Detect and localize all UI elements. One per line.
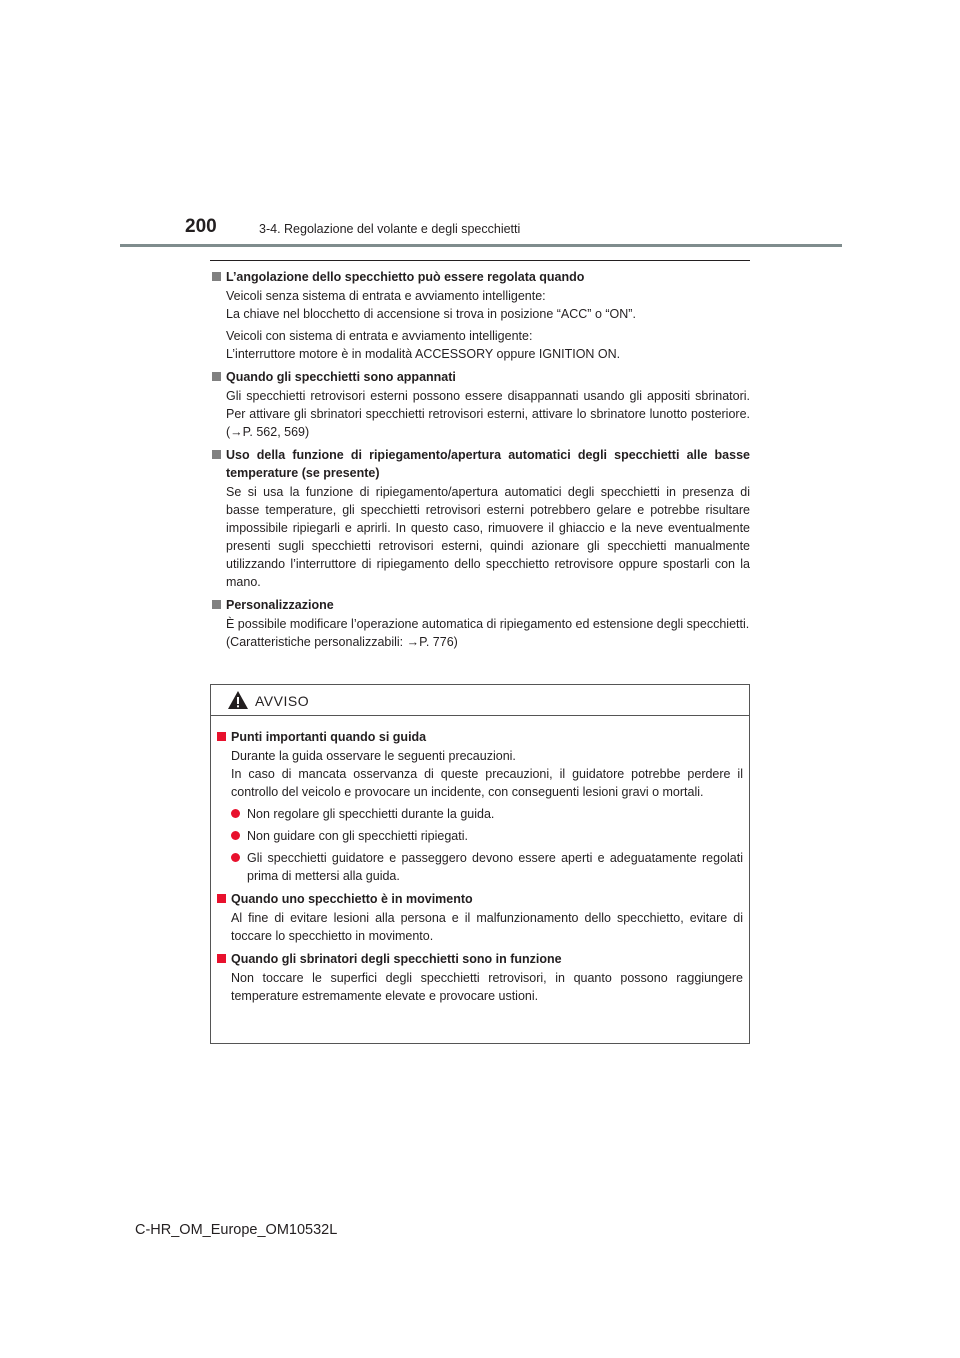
content-rule bbox=[210, 260, 750, 261]
item-mirror-angle bbox=[210, 268, 750, 363]
dot-bullet-icon bbox=[231, 809, 240, 818]
warning-bullet: Gli specchietti guidatore e passeggero devono essere aperti e adeguatamente regolati prima di mettersi alla guida. bbox=[215, 849, 743, 885]
page-number: 200 bbox=[185, 216, 217, 237]
warning-triangle-icon bbox=[227, 690, 249, 710]
main-content bbox=[210, 268, 750, 656]
square-bullet-icon bbox=[212, 372, 221, 381]
warning-section-text: Durante la guida osservare le seguenti precauzioni. In caso di mancata osservanza di queste precauzioni, il guidatore potrebbe perdere il controllo del veicolo e provocare un incidente, con conseguenti lesioni gravi o mortali. bbox=[231, 749, 743, 799]
warning-header bbox=[211, 685, 749, 716]
item-auto-folding-low-temp bbox=[210, 446, 750, 591]
square-bullet-icon bbox=[212, 450, 221, 459]
warning-box bbox=[210, 684, 750, 1044]
item-paragraph: È possibile modificare l’operazione automatica di ripiegamento ed estensione degli specchietti. (Caratteristiche personalizzabili: →P. 776) bbox=[226, 617, 750, 649]
warning-section-title: Quando gli sbrinatori degli specchietti sono in funzione bbox=[215, 950, 743, 968]
square-bullet-icon bbox=[217, 732, 226, 741]
warning-section-text: Non toccare le superfici degli specchietti retrovisori, in quanto possono raggiungere temperature estremamente elevate e provocare ustioni. bbox=[231, 971, 743, 1003]
item-paragraph: Veicoli senza sistema di entrata e avviamento intelligente: La chiave nel blocchetto di accensione si trova in posizione “ACC” o “ON”. bbox=[226, 289, 636, 321]
dot-bullet-icon bbox=[231, 853, 240, 862]
warning-section-title: Punti importanti quando si guida bbox=[215, 728, 743, 746]
warning-section-defrosters bbox=[215, 950, 743, 1005]
warning-bullet: Non guidare con gli specchietti ripiegati. bbox=[215, 827, 743, 845]
square-bullet-icon bbox=[217, 954, 226, 963]
warning-label: AVVISO bbox=[255, 693, 310, 709]
item-paragraph: Veicoli con sistema di entrata e avviamento intelligente: L’interruttore motore è in modalità ACCESSORY oppure IGNITION ON. bbox=[226, 329, 621, 361]
warning-section-text: Al fine di evitare lesioni alla persona e il malfunzionamento dello specchietto, evitare di toccare lo specchietto in movimento. bbox=[231, 911, 743, 943]
header-rule bbox=[120, 244, 842, 247]
warning-section-driving bbox=[215, 728, 743, 885]
item-fogged-mirrors bbox=[210, 368, 750, 441]
warning-section-title: Quando uno specchietto è in movimento bbox=[215, 890, 743, 908]
square-bullet-icon bbox=[217, 894, 226, 903]
item-customization bbox=[210, 596, 750, 651]
square-bullet-icon bbox=[212, 272, 221, 281]
item-title: Quando gli specchietti sono appannati bbox=[210, 368, 750, 386]
dot-bullet-icon bbox=[231, 831, 240, 840]
item-paragraph: Se si usa la funzione di ripiegamento/apertura automatici degli specchietti in presenza di basse temperature, gli specchietti retrovisori esterni potrebbero gelare e potrebbe risultare impossibile ripiegarli e aprirli. In questo caso, rimuovere il ghiaccio e la neve eventualmente presenti sugli specchietti retrovisori esterni, quindi azionare gli specchietti manualmente utilizzando l’interruttore di ripiegamento dello specchietto retrovisore oppure spostarli con la mano. bbox=[226, 485, 750, 589]
warning-body bbox=[211, 716, 749, 1005]
warning-section-moving-mirror bbox=[215, 890, 743, 945]
section-title: 3-4. Regolazione del volante e degli specchietti bbox=[259, 222, 521, 236]
footer-doc-id: C-HR_OM_Europe_OM10532L bbox=[135, 1222, 338, 1238]
item-title: L’angolazione dello specchietto può essere regolata quando bbox=[210, 268, 750, 286]
item-paragraph: Gli specchietti retrovisori esterni possono essere disappannati usando gli appositi sbrinatori. Per attivare gli sbrinatori specchietti retrovisori esterni, attivare lo sbrinatore lunotto posteriore. (→P. 562, 569) bbox=[226, 389, 750, 439]
warning-bullet: Non regolare gli specchietti durante la guida. bbox=[215, 805, 743, 823]
square-bullet-icon bbox=[212, 600, 221, 609]
item-title: Personalizzazione bbox=[210, 596, 750, 614]
item-title: Uso della funzione di ripiegamento/apertura automatici degli specchietti alle basse temperature (se presente) bbox=[210, 446, 750, 482]
